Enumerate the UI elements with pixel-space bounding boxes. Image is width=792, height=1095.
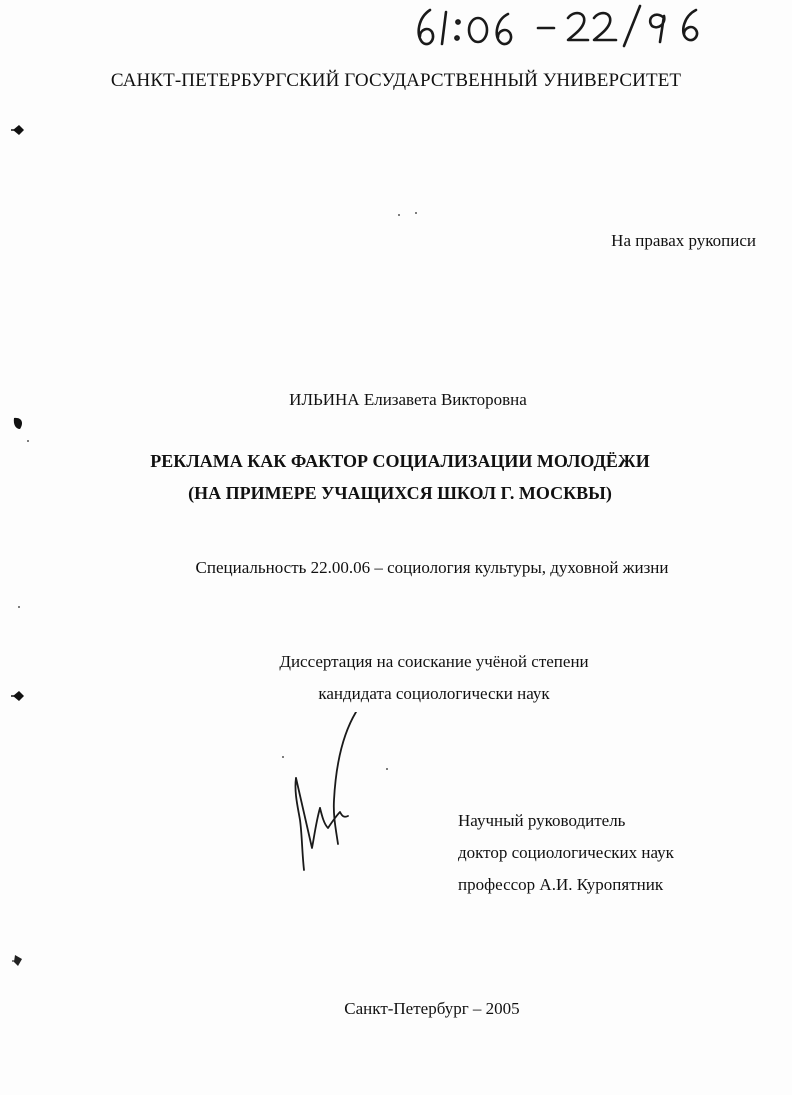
specialty-line: Специальность 22.00.06 – социология культуры, духовной жизни [195,558,669,577]
scan-dot [27,440,29,442]
scan-dot [18,606,20,608]
supervisor-role: Научный руководитель [458,811,626,830]
binding-hole-mark-icon [10,122,26,138]
degree-line: Диссертация на соискание учёной степени [279,652,589,671]
city-and-year: Санкт-Петербург – 2005 [344,999,520,1018]
binding-hole-mark-icon [10,415,26,431]
supervisor-name: профессор А.И. Куропятник [458,875,664,894]
binding-hole-mark-icon [10,952,26,968]
dissertation-title-line: (НА ПРИМЕРЕ УЧАЩИХСЯ ШКОЛ Г. МОСКВЫ) [188,483,612,503]
dissertation-title-line: РЕКЛАМА КАК ФАКТОР СОЦИАЛИЗАЦИИ МОЛОДЁЖИ [150,451,650,471]
scan-dot [398,214,400,216]
manuscript-note: На правах рукописи [611,231,756,250]
degree-line: кандидата социологически наук [318,684,550,703]
university-name: САНКТ-ПЕТЕРБУРГСКИЙ ГОСУДАРСТВЕННЫЙ УНИВЕРСИТЕТ [110,70,682,91]
binding-hole-mark-icon [10,688,26,704]
author-name: ИЛЬИНА Елизавета Викторовна [289,390,527,409]
scan-dot [415,212,417,214]
supervisor-degree: доктор социологических наук [458,843,674,862]
handwritten-archive-number [408,0,708,52]
handwritten-signature [278,712,398,882]
